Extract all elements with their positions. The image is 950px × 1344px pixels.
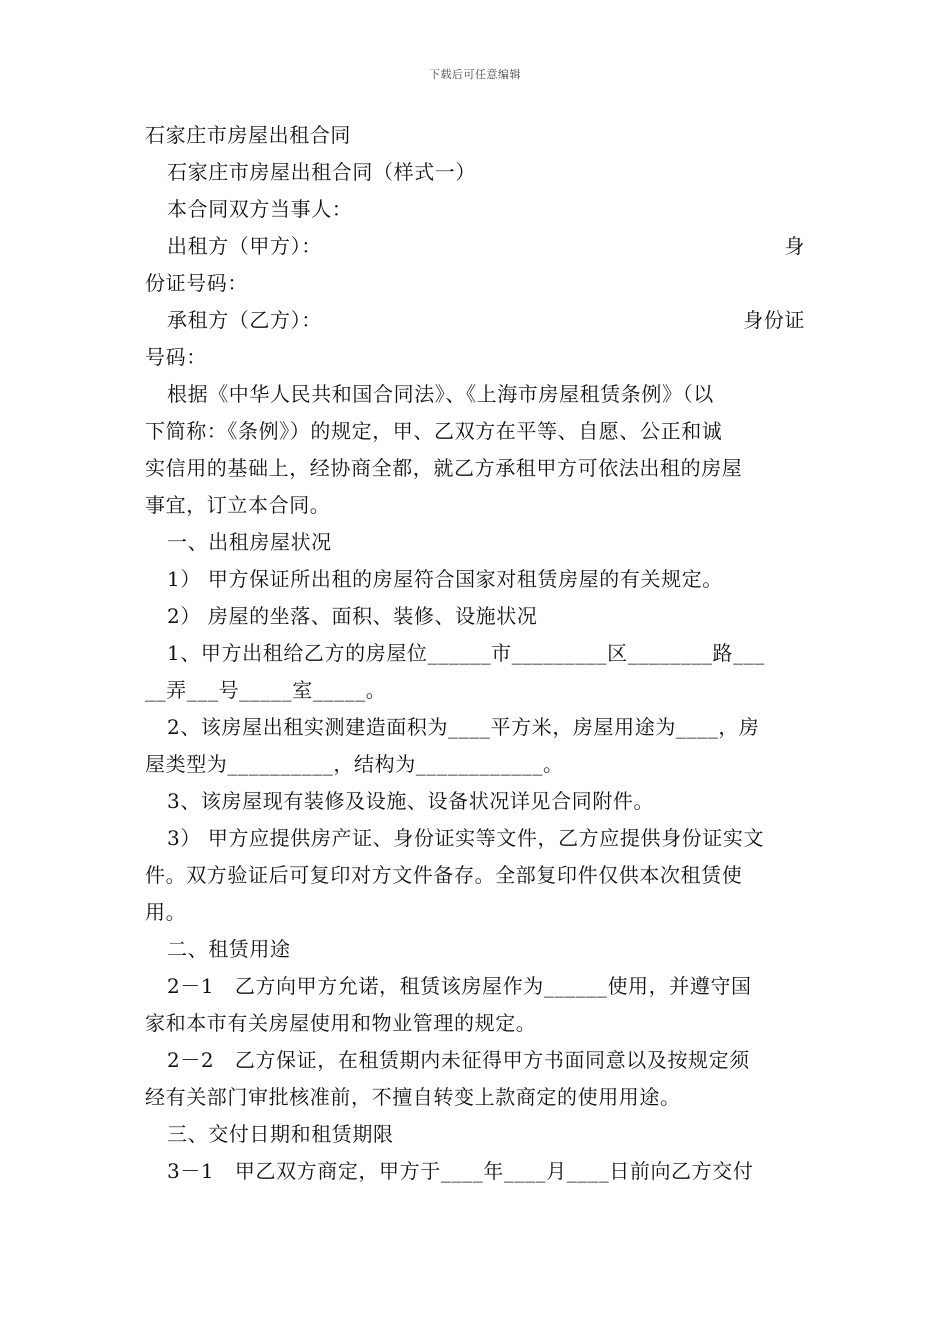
- lessee-id-label-start: 身份证: [743, 308, 805, 332]
- section-1-item-1: 1） 甲方保证所出租的房屋符合国家对租赁房屋的有关规定。: [167, 567, 723, 591]
- preamble-line: 事宜，订立本合同。: [145, 493, 331, 517]
- clause-2-2-line: 2－2 乙方保证，在租赁期内未征得甲方书面同意以及按规定须: [167, 1048, 750, 1072]
- document-subtitle: 石家庄市房屋出租合同（样式一）: [167, 160, 476, 184]
- preamble-line: 下简称：《条例》）的规定，甲、乙双方在平等、自愿、公正和诚: [145, 419, 723, 443]
- lessor-row: [145, 228, 805, 265]
- lessee-row: [145, 302, 805, 339]
- section-1-item-3-line: 用。: [145, 900, 187, 924]
- header-note: 下载后可任意编辑: [429, 68, 521, 81]
- section-1-item-3-line: 3） 甲方应提供房产证、身份证实等文件，乙方应提供身份证实文: [167, 826, 765, 850]
- lessee-id-label-end: 号码：: [145, 345, 207, 369]
- clause-1-1-line: 1、甲方出租给乙方的房屋位______市_________区________路___: [167, 641, 765, 665]
- preamble-line: 实信用的基础上，经协商全都，就乙方承租甲方可依法出租的房屋: [145, 456, 743, 480]
- document-title: 石家庄市房屋出租合同: [145, 123, 351, 147]
- lessor-label: 出租方（甲方）：: [167, 234, 322, 258]
- section-1-title: 一、出租房屋状况: [167, 530, 332, 554]
- clause-1-2-line: 屋类型为__________，结构为____________。: [145, 752, 564, 776]
- lessor-id-label-end: 份证号码：: [145, 271, 248, 295]
- contract-body: [145, 117, 805, 1190]
- preamble-line: 根据《中华人民共和国合同法》、《上海市房屋租赁条例》（以: [167, 382, 714, 406]
- clause-2-1-line: 家和本市有关房屋使用和物业管理的规定。: [145, 1011, 537, 1035]
- section-3-title: 三、交付日期和租赁期限: [167, 1122, 394, 1146]
- lessor-id-label-start: 身: [784, 234, 805, 258]
- section-2-title: 二、租赁用途: [167, 937, 291, 961]
- clause-1-2-line: 2、该房屋出租实测建造面积为____平方米，房屋用途为____，房: [167, 715, 760, 739]
- section-1-item-2: 2） 房屋的坐落、面积、装修、设施状况: [167, 604, 538, 628]
- clause-2-1-line: 2－1 乙方向甲方允诺，租赁该房屋作为______使用，并遵守国: [167, 974, 752, 998]
- parties-intro: 本合同双方当事人：: [167, 197, 353, 221]
- section-1-item-3-line: 件。双方验证后可复印对方文件备存。全部复印件仅供本次租赁使: [145, 863, 743, 887]
- clause-1-1-line: __弄___号_____室_____。: [145, 678, 387, 702]
- clause-1-3: 3、该房屋现有装修及设施、设备状况详见合同附件。: [167, 789, 655, 813]
- clause-2-2-line: 经有关部门审批核准前，不擅自转变上款商定的使用用途。: [145, 1085, 681, 1109]
- clause-3-1: 3－1 甲乙双方商定，甲方于____年____月____日前向乙方交付: [167, 1159, 754, 1183]
- lessee-label: 承租方（乙方）：: [167, 308, 322, 332]
